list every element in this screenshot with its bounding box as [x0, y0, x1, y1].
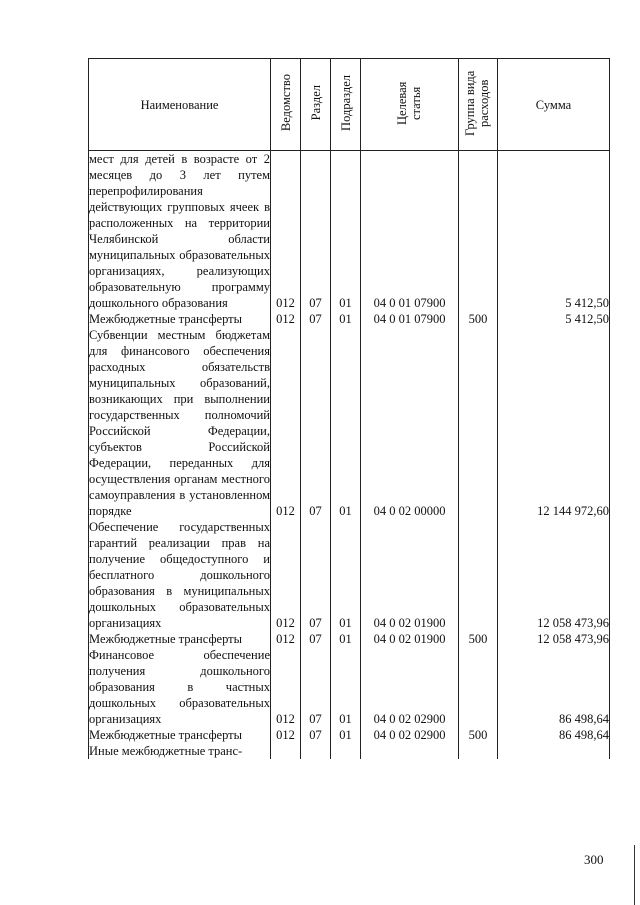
row-name: Иные межбюджетные транс-: [89, 743, 271, 759]
row-expense-group: 500: [459, 311, 498, 327]
header-target-label: Целевая статья: [394, 80, 423, 125]
edge-divider: [634, 845, 635, 905]
row-subsection: 01: [331, 519, 361, 631]
row-sum: [498, 743, 610, 759]
row-target: 04 0 02 00000: [361, 327, 459, 519]
row-department: 012: [271, 151, 301, 312]
row-sum: 5 412,50: [498, 151, 610, 312]
row-sum: 86 498,64: [498, 647, 610, 727]
row-department: 012: [271, 327, 301, 519]
row-section: 07: [301, 631, 331, 647]
row-expense-group: [459, 647, 498, 727]
row-department: 012: [271, 727, 301, 743]
row-name: Межбюджетные трансферты: [89, 311, 271, 327]
row-department: [271, 743, 301, 759]
row-department: 012: [271, 519, 301, 631]
header-section: [301, 59, 331, 151]
header-section-label: Раздел: [308, 84, 323, 121]
row-target: 04 0 01 07900: [361, 311, 459, 327]
table-row: [89, 327, 610, 519]
row-expense-group: 500: [459, 727, 498, 743]
row-name: Межбюджетные трансферты: [89, 631, 271, 647]
header-expense-group: [459, 59, 498, 151]
row-sum: 5 412,50: [498, 311, 610, 327]
row-expense-group: 500: [459, 631, 498, 647]
row-expense-group: [459, 519, 498, 631]
header-department-label: Ведомство: [278, 73, 293, 132]
row-subsection: 01: [331, 311, 361, 327]
header-target: [361, 59, 459, 151]
table-row: [89, 631, 610, 647]
table-row: [89, 743, 610, 759]
row-target: 04 0 02 01900: [361, 631, 459, 647]
row-expense-group: [459, 743, 498, 759]
row-sum: 12 058 473,96: [498, 631, 610, 647]
row-name: мест для детей в возрасте от 2 месяцев до 3 лет путем перепрофилирования действующих групповых ячеек в расположенных на территории Челябинской области муниципальных образовательных организациях, реализующих образовательную программу дошкольного образования: [89, 152, 270, 310]
header-expense-group-label: Группа вида расходов: [463, 69, 491, 136]
table-row: [89, 647, 610, 727]
table-row: [89, 151, 610, 312]
table-row: [89, 519, 610, 631]
row-target: [361, 743, 459, 759]
row-target: 04 0 02 02900: [361, 727, 459, 743]
row-target: 04 0 02 01900: [361, 519, 459, 631]
row-department: 012: [271, 647, 301, 727]
row-name: Обеспечение государственных гарантий реализации прав на получение общедоступного и бесплатного дошкольного образования в муниципальных дошкольных образовательных организациях: [89, 520, 270, 630]
row-section: 07: [301, 151, 331, 312]
row-section: 07: [301, 647, 331, 727]
table-row: [89, 727, 610, 743]
header-name: Наименование: [89, 59, 271, 151]
row-section: 07: [301, 311, 331, 327]
row-subsection: 01: [331, 151, 361, 312]
row-name: Межбюджетные трансферты: [89, 727, 271, 743]
budget-table: [88, 58, 610, 759]
table-row: [89, 311, 610, 327]
header-subsection: [331, 59, 361, 151]
table-header-row: [89, 59, 610, 151]
row-sum: 12 058 473,96: [498, 519, 610, 631]
row-subsection: 01: [331, 727, 361, 743]
row-department: 012: [271, 311, 301, 327]
row-section: [301, 743, 331, 759]
row-subsection: 01: [331, 647, 361, 727]
row-sum: 12 144 972,60: [498, 327, 610, 519]
header-department: [271, 59, 301, 151]
row-sum: 86 498,64: [498, 727, 610, 743]
row-department: 012: [271, 631, 301, 647]
row-section: 07: [301, 727, 331, 743]
header-subsection-label: Подраздел: [338, 74, 353, 131]
row-section: 07: [301, 519, 331, 631]
page-number: 300: [584, 852, 604, 867]
row-expense-group: [459, 151, 498, 312]
row-subsection: 01: [331, 631, 361, 647]
header-sum: Сумма: [498, 59, 610, 151]
row-name: Субвенции местным бюджетам для финансового обеспечения расходных обязательств муниципальных образований, возникающих при выполнении государственных полномочий Российской Федерации, субъектов Российской Федерации, переданных для осуществления органам местного самоуправления в установленном порядке: [89, 328, 270, 518]
row-subsection: [331, 743, 361, 759]
row-section: 07: [301, 327, 331, 519]
row-target: 04 0 02 02900: [361, 647, 459, 727]
row-name: Финансовое обеспечение получения дошкольного образования в частных дошкольных образовательных организациях: [89, 648, 270, 726]
row-target: 04 0 01 07900: [361, 151, 459, 312]
row-expense-group: [459, 327, 498, 519]
row-subsection: 01: [331, 327, 361, 519]
